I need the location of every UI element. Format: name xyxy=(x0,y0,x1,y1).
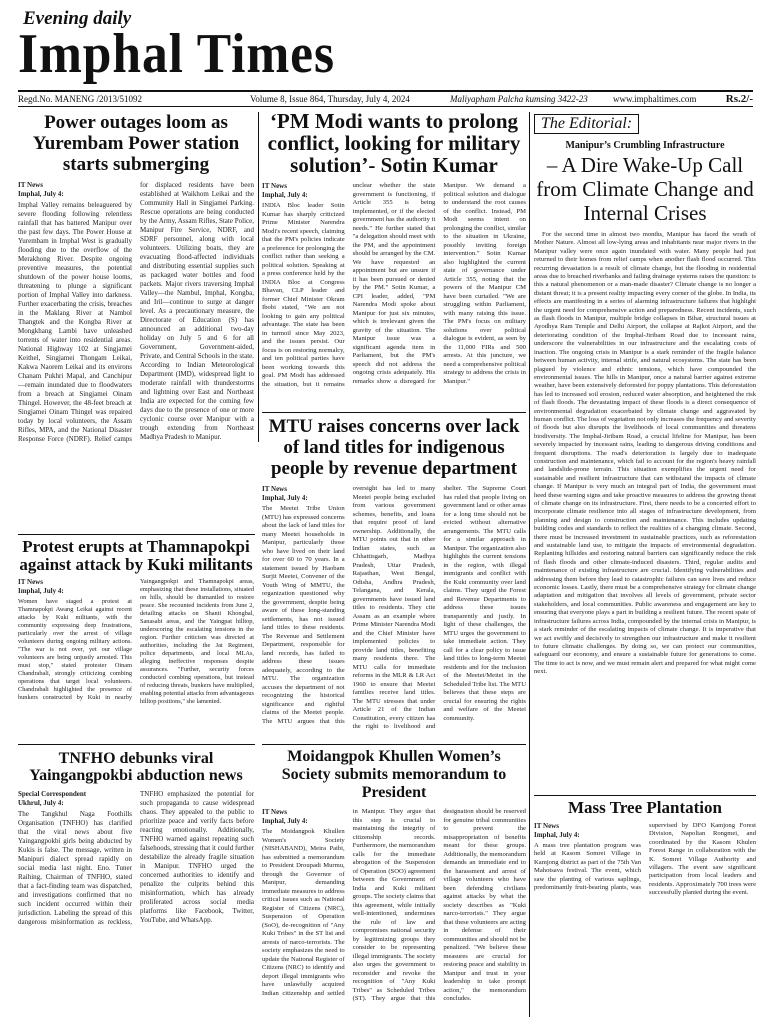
byline: IT News Imphal, July 4: xyxy=(534,822,580,839)
byline: IT News Imphal, July 4: xyxy=(262,485,308,502)
article-text: INDIA Bloc leader Sotin Kumar has sharply criticized Prime Minister Narendra Modi's recent speech, claiming that the PM's policies indicate a preference for prolonging the conflict rather than seeking a political solution. Speaking at a press conference held by the INDIA Bloc at Congress Bhavan, CLP leader and former Chief Minister Okram Ibobi stated, "We are not looking to gain any political advantage. The state has been in turmoil since May 2023, and the issues persist. Our focus is on restoring normalcy, and ten political parties have been working towards this goal. PM Modi has addressed the situation, but it remains unclear whether the state government is functioning, if Article 355 is being implemented, or if the elected government has the authority it needs." He further stated that "a delegation should meet with the PM, and the appointment should be arranged by the CM. We have requested an appointment but are unsure if it has been pursued or denied by the PM." Sotin Kumar, a CPI leader, added, "PM Narendra Modi spoke about Manipur for just six minutes, which is irrelevant given the gravity of the situation. The Manipur issue was a significant agenda item in Parliament, but the PM's speech did not address the ongoing crisis adequately. His remarks show a disregard for Manipur. We demand a political solution and dialogue to understand the root causes of the conflict. Instead, PM Modi seems intent on prolonging the conflict, similar to the situation in Ukraine, possibly inviting foreign intervention." Sotin Kumar also highlighted the current state of governance under Article 355, noting that the powers of the Manipur CM have been curtailed. "We are struggling within Parliament, with many raising this issue. The PM's focus on military solutions over political dialogue is evident, as seen by the 11,000 FIRs and 500 arrests. At this juncture, we need a comprehensive political strategy to address the crisis in Manipur." xyxy=(262,182,526,388)
article-text: The Meetei Tribe Union (MTU) has expressed concerns about the lack of land titles for many Meetei households in Manipur, particularly those who have lived on their land for over 60 to 70 years. In a statement issued by Haobam Surjit Meetei, Convener of the Youth Wing of MMTU, the organization questioned why the government, despite being aware of these long-standing settlements, has not issued land titles to these residents. The Revenue and Settlement Department, responsible for land records, has failed to address these issues adequately, according to the MTU. The organization accuses the department of not recognizing the historical significance and rightful claims of the Meetei people. The MTU argues that this oversight has led to many Meetei people being excluded from various government schemes, benefits, and loans that require proof of land ownership. Additionally, the MTU points out that in other Indian states, such as Chhattisgarh, Madhya Pradesh, Uttar Pradesh, Rajasthan, West Bengal, Odisha, Andhra Pradesh, Telangana, and Kerala, governments have issued land titles to residents. They cite Assam as an example where Prime Minister Narendra Modi and the Chief Minister have implemented policies to provide land titles, benefiting many residents there. The MTU calls for immediate reforms in the MLR & LR Act 1960 to ensure that Meetei families receive land titles. The MTU stresses that under Article 21 of the Indian Constitution, every citizen has the right to livelihood and shelter. The Supreme Court has ruled that people living on government land or other areas for a long time should not be evicted without alternative arrangements. The MTU calls for a similar approach in Manipur. The organization also highlights the current tensions in the region, with illegal immigrants and conflict with the Kuki community over land claims. They urged the Forest and Revenue Departments to address these issues transparently and justly. In light of these challenges, the MTU urges the government to take immediate action. They call for a clear policy to issue land titles to long-term Meetei residents and for the inclusion of the Meetei/Meitei in the Scheduled Tribe list. The MTU believes that these steps are crucial for ensuring the rights and welfare of the Meetei community. xyxy=(262,485,526,730)
article-text: Imphal Valley remains beleaguered by severe flooding following relentless rainfall that has battered Manipur over the past few days. The Power House at Yurembam in Imphal West is gradually flooding due to the overflow of the Merakhong River. Despite ongoing preventive measures, the potential shutdown of the power house looms, threatening to plunge a significant portion of Imphal Valley into darkness. Further exacerbating the crisis, breaches in the Maklang River at Nambol Thangtek and the Kongba River at Mongkhang Lambi have unleashed torrents of water into residential areas. National Highway 102 at Singjamei Keithel, Singjamei Thongam Leikai, Kakwa Naorem Leikai and its environs Chanam Pukhri Mapal, and Canchipur—remain inundated due to floodwaters from a breach at Singjamei Oinam Thingel. However, the 48-feet breach at Singjamei Oinam Thingel was repaired today by local volunteers, the Assam Rifles, MPA, and the National Disaster Response Force (NDRF). Relief camps for displaced residents have been established at Waikhom Leikai and the Community Hall in Singjamei Parking. Rescue operations are being conducted by the Army, Assam Rifles, State Police, Manipur Fire Service, NDRF, and SDRF personnel, along with local volunteers. Utilizing boats, they are evacuating flood-affected individuals and distributing essential supplies such as packaged water bottles and food packets. Major rivers traversing Imphal Valley—the Nambul, Imphal, Kongba, and Iril—continue to surge at danger level. As a precautionary measure, the Directorate of Education (S) has announced an additional two-day holiday on July 5 and 6 for all Government, Government-aided, Private, and Central Schools in the state. According to Indian Meteorological Department (IMD), widespread light to moderate rainfall with thunderstorms and lightning over East and Northeast India are expected for the coming few days due to the presence of one or more cyclonic course over Manipur with a trough extending from Northeast Madhya Pradesh to Manipur. xyxy=(18,181,254,443)
headline: MTU raises concerns over lack of land titles for indigenous people by revenue department xyxy=(268,416,520,479)
price: Rs.2/- xyxy=(725,93,753,105)
article-tnfho-debunks xyxy=(18,750,254,1018)
info-bar xyxy=(18,90,753,107)
article-text: The Tangkhul Naga Foothills Organisation (TNFHO) has clarified that the viral news about five Yaingangpokbi girls being abducted by Kukis is false. The message, written in Manipuri dialect spread rapidly on social media last night. Eno. Tuner Raihing, Chairman of TNFHO, stated that a fact-finding team was dispatched, and investigations confirmed that no such incident occurred within their jurisdiction. Labeling the spread of this dangerous misinformation as reckless, TNFHO emphasized the potential for such propaganda to cause widespread chaos. They appealed to the public to prioritize peace and verify facts before reacting emotionally. Additionally, TNFHO warned against repeating such falsehoods, stressing that it could further destabilize the already fragile situation in Manipur. TNFHO urged the concerned authorities to identify and penalize the culprits behind this misinformation, which has already proliferated across social media platforms like Facebook, Twitter, YouTube, and WhatsApp. xyxy=(18,790,254,926)
byline: IT News Imphal, July 4: xyxy=(18,181,64,198)
website-link[interactable]: www.imphaltimes.com xyxy=(613,94,697,104)
article-moidangpok-memorandum xyxy=(262,748,526,1018)
article-body xyxy=(18,578,254,720)
headline: ‘PM Modi wants to prolong conflict, looking for military solution’- Sotin Kumar xyxy=(267,109,521,177)
headline: Moidangpok Khullen Women’s Society submits memorandum to President xyxy=(281,748,507,801)
article-pm-modi xyxy=(262,110,526,408)
article-protest-thamnapokpi xyxy=(18,538,254,742)
article-text: Women have staged a protest at Thamnapokpi Awang Leikai against recent attacks by Kuki militants, with the community expressing deep frustrations, particularly over the arrest of village volunteers during ongoing military actions. "The war is not over, yet our village volunteers are being unjustly arrested. This must stop," stated protester Oinam Chandrabali, strongly criticizing combing operations that target local volunteers. Chandrabali highlighted the presence of bunkers constructed by Kuki in nearby Yaingangpokpi and Thamnapokpi areas, emphasizing that these installations, situated on hills, should be dismantled to restore peace. She recounted incidents from June 2, detailing attacks on Shanti Khongbal, Sanasabi areas, and the Yaingpat hilltop, underscoring the escalating tensions in the region. Further criticism was directed at authorities, including the Jat Regiment, police departments, and local MLAs, alleging ineffective responses despite assurances. "Further, security forces conducted combing operations, but instead of reducing threats, bunkers have multiplied, enabling potential attacks from advantageous hilltop positions," she lamented. xyxy=(18,578,254,705)
section-rule xyxy=(262,412,526,413)
article-mtu-land-titles xyxy=(262,416,526,742)
byline: IT News Imphal, July 4: xyxy=(18,578,64,595)
article-body xyxy=(18,790,254,1016)
article-body xyxy=(534,822,756,1010)
article-mass-tree-plantation xyxy=(534,798,756,1018)
registration-number: Regd.No. MANENG /2013/51092 xyxy=(18,94,142,104)
article-body xyxy=(262,485,526,739)
editorial xyxy=(534,114,756,792)
byline: IT News Imphal, July 4: xyxy=(262,808,308,825)
byline: Special Correspondent Ukhrul, July 4: xyxy=(18,790,87,807)
editorial-label: The Editorial: xyxy=(534,114,639,134)
editorial-headline: – A Dire Wake-Up Call from Climate Change and Internal Crises xyxy=(536,153,754,225)
newspaper-title: Imphal Times xyxy=(18,23,335,85)
section-rule xyxy=(534,795,756,796)
article-text: The Moidangpok Khullen Women's Society (NISHABAND), Meira Paibi, has submitted a memorandum to President Droupadi Murmu, through the Governor of Manipur, demanding immediate measures to address critical issues such as National Register of Citizens (NRC), Suspension of Operation (SoO), de-recognition of "Any Kuki Tribes" in the ST list and arrests of narco-terrorists. The society emphasizes the need to update the National Register of Citizens (NRC) to identify and deport illegal immigrants who have unlawfully acquired Indian citizenship and settled in Manipur. They argue that this step is crucial to maintaining the integrity of citizenship records. Furthermore, the memorandum calls for the immediate abrogation of the Suspension of Operation (SOO) agreement between the Government of India and Kuki militant groups. The society claims that this agreement, while initially well-intentioned, undermines the rule of law and compromises national security by legitimizing groups they consider to be representing illegal immigrants. The society also urges the government to reconsider and revoke the recognition of "Any Kuki Tribes" as Scheduled Tribes (ST). They argue that this designation should be reserved for genuine tribal communities to prevent the misappropriation of benefits meant for these groups. Additionally, the memorandum demands an immediate end to the harassment and arrest of village volunteers who have been defending civilians against attacks by what the society describes as "Kuki narco-terrorists." They argue that these volunteers are acting in defense of their communities and should not be penalized. "We believe these measures are crucial for restoring peace and stability in Manipur and trust in your leadership to take prompt action," the memorandum concludes. xyxy=(262,808,526,1002)
section-rule xyxy=(18,744,255,745)
editorial-body: For the second time in almost two months, Manipur has faced the wrath of Mother Nature. Almost all low-lying areas and inhabitants near major rivers in the Manipur valley were once again inundated with water. Many people had just returned to their homes from relief camps when another flash flood occurred. This recurring devastation is a result of climate change, but the flooding in residential areas due to breached riverbanks and failing drainage systems raises the question: is this a natural phenomenon or a man-made disaster? Climate change is no longer a distant threat; it is a present reality impacting every corner of the globe. In India, its effects are manifesting in a series of alarming infrastructure failures that highlight the urgent need for comprehensive action and preparedness. Recent incidents, such as flash floods in Manipur, multiple bridge collapses in Bihar, structural issues at Ayodhya Ram Temple and Delhi Airport, the collapse at Rajkot Airport, and the deteriorating condition of the Imphal-Jiribam Road due to incessant rains, underscore the vulnerabilities in our infrastructure and the escalating costs of inaction. The ongoing crisis in Manipur is a stark reminder of the fragile balance between human activity, internal strife, and natural ecosystems. The state has been plagued by violence and ethnic tensions, which have compounded the environmental issues. The hills in Manipur, once a natural barrier against extreme weather, have been extensively deforested for poppy plantations. This deforestation has led to increased soil erosion, reduced water absorption, and heightened the risk of flash floods. The devastating impact of these floods is a direct consequence of environmental degradation exacerbated by climate change and aggravated by human conflict. The loss of vegetation not only increases the frequency and severity of floods but also disrupts the livelihoods of local communities and threatens biodiversity. The Imphal-Jiribam Road, a crucial lifeline for Manipur, has been severely impacted by incessant rains, leading to dangerous driving conditions and frequent disruptions. The road's deterioration is largely due to inadequate construction and maintenance, which fail to account for the region's heavy rainfall and landslide-prone terrain. This situation exemplifies the urgent need for sustainable and resilient infrastructure that can withstand the impacts of climate change. If Manipur is very much an integral part of India, the government must heed these warning signs and take proactive measures to address the growing threat of climate change on its infrastructure. First, there needs to be a concerted effort to incorporate climate resilience into all stages of infrastructure development, from planning and design to construction and maintenance. This includes updating building codes and standards to reflect the realities of a changing climate. Second, there must be increased investment in sustainable practices, such as reforestation and sustainable land use, to mitigate the impacts of environmental degradation. Replanting hillsides and restoring natural barriers can significantly reduce the risk of flash floods and other climate-induced disasters. Third, regular audits and maintenance of existing infrastructure are crucial. Identifying vulnerabilities and addressing them before they lead to catastrophic failures can save lives and reduce economic losses. Lastly, there must be a comprehensive strategy for climate change adaptation and mitigation that involves all levels of government, private sector stakeholders, and local communities. Public awareness and engagement are key to ensuring that everyone plays a part in building a resilient future. The recent spate of infrastructure failures across India, compounded by the internal crisis in Manipur, is a stark reminder of the escalating impacts of climate change. It is imperative that we act swiftly and decisively to strengthen our infrastructure and make it resilient to future climatic challenges. By doing so, we can protect our communities, safeguard our economy, and ensure a sustainable future for generations to come. The time to act is now, and we must remain alert and prepared for what might come next. xyxy=(534,231,756,676)
headline: Power outages loom as Yurembam Power station starts submerging xyxy=(32,112,240,175)
tagline: Evening daily xyxy=(23,8,132,29)
volume-date: Volume 8, Issue 864, Thursday, July 4, 2024 xyxy=(250,94,410,104)
column-rule xyxy=(258,112,259,442)
byline: IT News Imphal, July 4: xyxy=(262,182,308,199)
headline: TNFHO debunks viral Yaingangpokbi abduction news xyxy=(29,750,243,784)
headline: Protest erupts at Thamnapokpi against attack by Kuki militants xyxy=(19,537,253,574)
article-text: A mass tree plantation program was held at Kasom Somrei Village in Kamjong district as part of the 75th Van Mahotsava festival. The event, which saw the planting of various saplings, predominantly fruit-bearing plants, was supervised by DFO Kamjong Forest Division, Napolian Rongmei, and coordinated by the Kasom Khulen Forest Range in collaboration with the K. Somrei Village Authority and villagers. The event saw significant participation from local leaders and residents. Approximately 700 trees were successfully planted during the event. xyxy=(534,822,756,897)
article-body xyxy=(262,182,526,400)
article-body xyxy=(18,181,254,531)
section-rule xyxy=(18,534,255,535)
office-address: Maliyapham Palcha kumsing 3422-23 xyxy=(450,94,588,104)
column-rule xyxy=(529,112,530,1017)
section-rule xyxy=(262,744,526,745)
article-power-outages xyxy=(18,112,254,532)
masthead xyxy=(0,0,768,98)
editorial-subhead: Manipur’s Crumbling Infrastructure xyxy=(565,140,725,151)
article-body xyxy=(262,808,526,1024)
headline: Mass Tree Plantation xyxy=(568,798,722,817)
